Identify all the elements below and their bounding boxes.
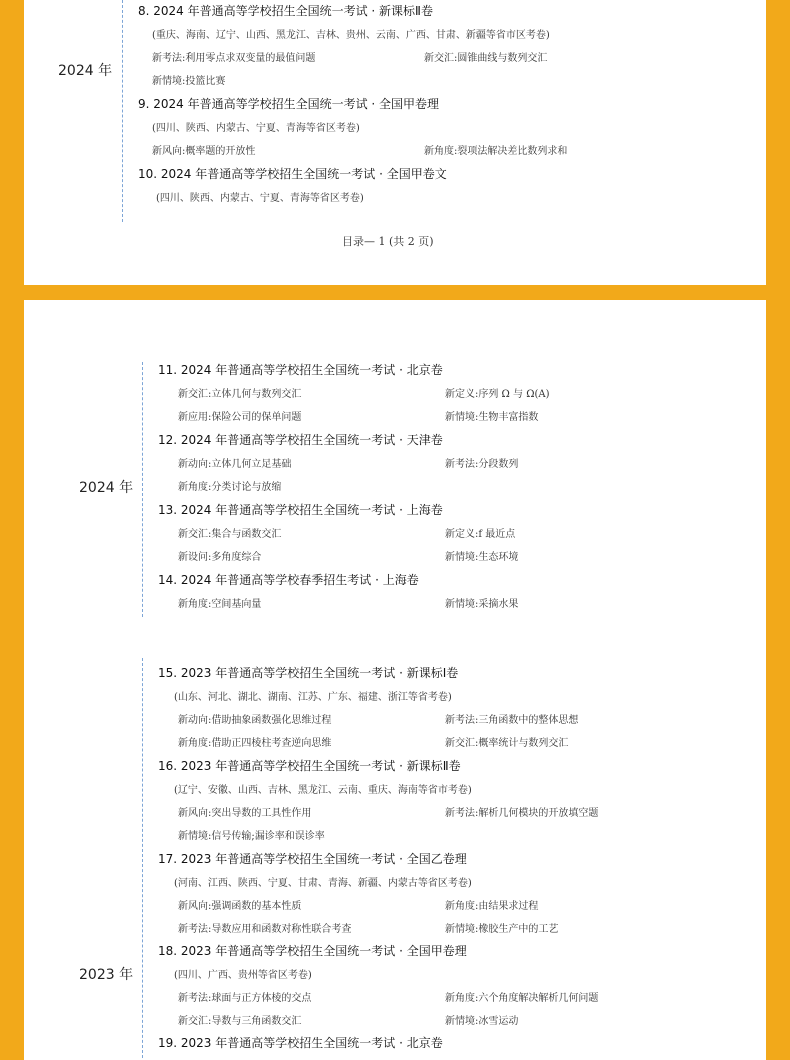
entry-feature: 新情境:生态环境 [445,552,519,563]
entry-feature: 新交汇:集合与函数交汇 [178,529,282,540]
entry-feature: 新应用:保险公司的保单问题 [178,412,302,423]
entry-title[interactable]: 12. 2024 年普通高等学校招生全国统一考试 · 天津卷 [158,433,443,447]
entry-feature: 新考法:解析几何模块的开放填空题 [445,808,599,819]
entry-feature: 新情境:采摘水果 [445,599,519,610]
timeline-divider [122,0,123,222]
entry-title[interactable]: 9. 2024 年普通高等学校招生全国统一考试 · 全国甲卷理 [138,97,440,111]
entry-feature: 新考法:导数应用和函数对称性联合考查 [178,924,352,935]
entry-region: (四川、广西、贵州等省区考卷) [174,970,312,981]
entry-feature: 新风向:强调函数的基本性质 [178,901,302,912]
timeline-divider [142,362,143,617]
entry-title[interactable]: 10. 2024 年普通高等学校招生全国统一考试 · 全国甲卷文 [138,167,447,181]
entry-feature: 新角度:分类讨论与放缩 [178,482,282,493]
entry-feature: 新设问:多角度综合 [178,552,262,563]
page-footer: 目录— 1 (共 2 页) [342,235,434,248]
entry-feature: 新角度:由结果求过程 [445,901,539,912]
entry-feature: 新考法:分段数列 [445,459,519,470]
entry-region: (四川、陕西、内蒙古、宁夏、青海等省区考卷) [156,193,364,204]
entry-feature: 新考法:球面与正方体棱的交点 [178,993,312,1004]
entry-feature: 新考法:三角函数中的整体思想 [445,715,579,726]
entry-title[interactable]: 14. 2024 年普通高等学校春季招生考试 · 上海卷 [158,573,419,587]
entry-feature: 新情境:橡胶生产中的工艺 [445,924,559,935]
timeline-divider [142,658,143,1058]
entry-title[interactable]: 17. 2023 年普通高等学校招生全国统一考试 · 全国乙卷理 [158,852,467,866]
entry-region: (重庆、海南、辽宁、山西、黑龙江、吉林、贵州、云南、广西、甘肃、新疆等省市区考卷) [152,30,550,41]
entry-feature: 新角度:六个角度解决解析几何问题 [445,993,599,1004]
entry-feature: 新动向:立体几何立足基础 [178,459,292,470]
entry-feature: 新角度:空间基向量 [178,599,262,610]
entry-feature: 新考法:利用零点求双变量的最值问题 [152,53,316,64]
entry-title[interactable]: 8. 2024 年普通高等学校招生全国统一考试 · 新课标Ⅱ卷 [138,4,433,18]
entry-title[interactable]: 13. 2024 年普通高等学校招生全国统一考试 · 上海卷 [158,503,443,517]
entry-feature: 新角度:借助正四棱柱考查逆向思维 [178,738,332,749]
entry-feature: 新情境:投篮比赛 [152,76,226,87]
entry-title[interactable]: 11. 2024 年普通高等学校招生全国统一考试 · 北京卷 [158,363,443,377]
entry-title[interactable]: 15. 2023 年普通高等学校招生全国统一考试 · 新课标Ⅰ卷 [158,666,459,680]
entry-title[interactable]: 19. 2023 年普通高等学校招生全国统一考试 · 北京卷 [158,1036,443,1050]
year-label: 2023 年 [79,967,134,983]
entry-title[interactable]: 18. 2023 年普通高等学校招生全国统一考试 · 全国甲卷理 [158,944,467,958]
entry-feature: 新风向:概率题的开放性 [152,146,256,157]
entry-feature: 新角度:裂项法解决差比数列求和 [424,146,568,157]
entry-feature: 新交汇:圆锥曲线与数列交汇 [424,53,548,64]
entry-region: (河南、江西、陕西、宁夏、甘肃、青海、新疆、内蒙古等省区考卷) [174,878,472,889]
entry-feature: 新情境:冰雪运动 [445,1016,519,1027]
entry-feature: 新交汇:立体几何与数列交汇 [178,389,302,400]
entry-feature: 新定义:序列 Ω 与 Ω(A) [445,389,550,400]
toc-page-1 [24,0,766,285]
year-label: 2024 年 [58,63,113,79]
year-label: 2024 年 [79,480,134,496]
entry-title[interactable]: 16. 2023 年普通高等学校招生全国统一考试 · 新课标Ⅱ卷 [158,759,461,773]
entry-region: (山东、河北、湖北、湖南、江苏、广东、福建、浙江等省考卷) [174,692,452,703]
entry-feature: 新情境:生物丰富指数 [445,412,539,423]
entry-feature: 新风向:突出导数的工具性作用 [178,808,312,819]
entry-region: (辽宁、安徽、山西、吉林、黑龙江、云南、重庆、海南等省市考卷) [174,785,472,796]
entry-region: (四川、陕西、内蒙古、宁夏、青海等省区考卷) [152,123,360,134]
entry-feature: 新定义:f 最近点 [445,529,516,540]
entry-feature: 新交汇:导数与三角函数交汇 [178,1016,302,1027]
entry-feature: 新动向:借助抽象函数强化思维过程 [178,715,332,726]
entry-feature: 新交汇:概率统计与数列交汇 [445,738,569,749]
entry-feature: 新情境:信号传输;漏诊率和误诊率 [178,831,325,842]
toc-page-2 [24,300,766,1060]
